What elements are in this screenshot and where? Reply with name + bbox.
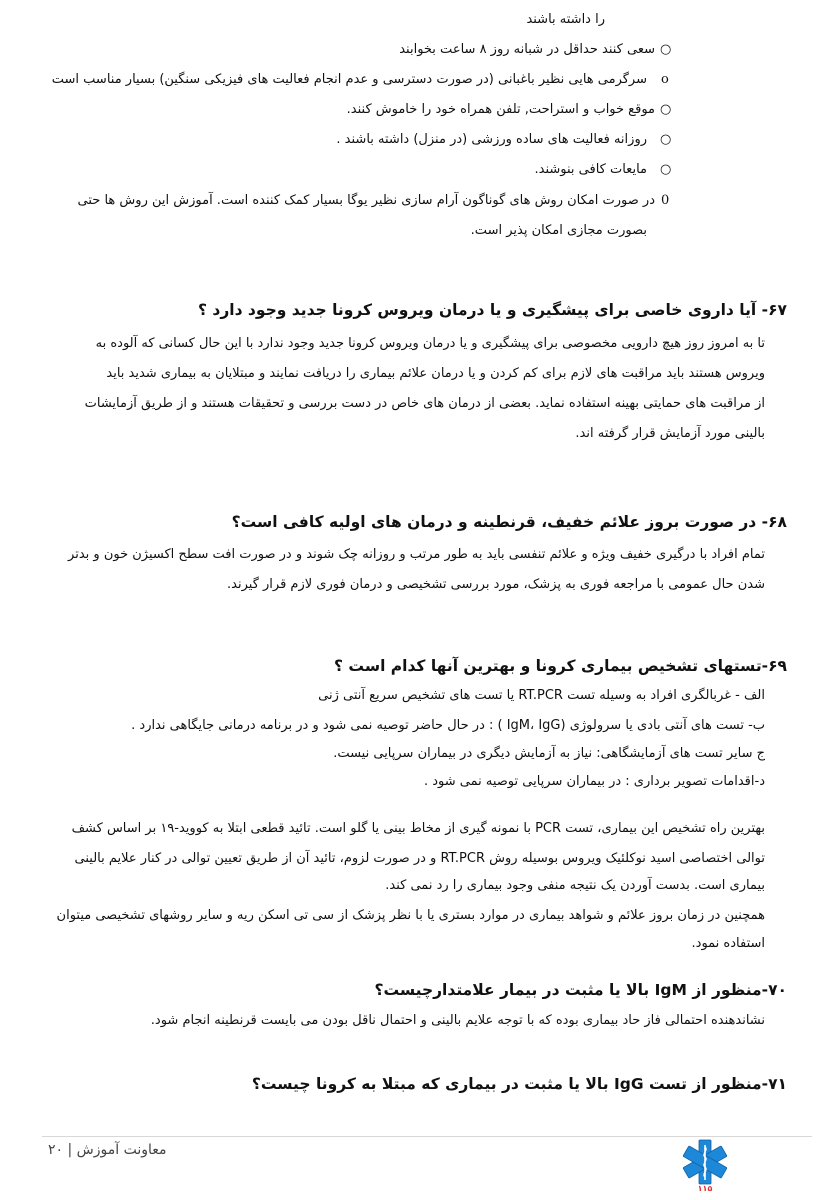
paragraph-line: از مراقبت های حمایتی بهینه استفاده نماید. بعضی از درمان های خاص در دست بررسی و تحقیقات هستند و از طریق آزمایشات bbox=[84, 396, 765, 411]
paragraph-line: بهترین راه تشخیص این بیماری، تست PCR با نمونه گیری از مخاط بینی یا گلو است. تائید قطعی ابتلا به کووید-۱۹ بر اساس کشف bbox=[71, 821, 765, 836]
list-item: روزانه فعالیت های ساده ورزشی (در منزل) داشته باشند . bbox=[336, 132, 647, 147]
list-continuation: را داشته باشند bbox=[526, 12, 605, 27]
star-of-life-logo-icon bbox=[680, 1137, 730, 1187]
paragraph-line: تا به امروز روز هیچ دارویی مخصوصی برای پیشگیری و یا درمان ویروس کرونا جدید وجود ندارد با این حال کسانی که آلوده به bbox=[95, 336, 765, 351]
list-item: د-اقدامات تصویر برداری : در بیماران سرپایی توصیه نمی شود . bbox=[423, 774, 765, 789]
list-item: مایعات کافی بنوشند. bbox=[534, 162, 647, 177]
list-item: سرگرمی هایی نظیر باغبانی (در صورت دسترسی و عدم انجام فعالیت های فیزیکی سنگین) بسیار مناسب است bbox=[51, 72, 647, 87]
paragraph-line: توالی اختصاصی اسید نوکلئیک ویروس بوسیله روش RT.PCR و در صورت لزوم، تائید آن از طریق تعیین توالی در کنار علایم بالینی bbox=[74, 851, 765, 866]
paragraph-line: همچنین در زمان بروز علائم و شواهد بیماری در موارد بستری یا با نظر پزشک از سی تی اسکن ریه و سایر روشهای تشخیصی میتوان bbox=[56, 908, 765, 923]
bullet-icon: ○ bbox=[660, 162, 672, 177]
bullet-icon: ○ bbox=[660, 132, 672, 147]
bullet-icon: o bbox=[661, 72, 669, 87]
list-item: سعی کنند حداقل در شبانه روز ۸ ساعت بخوابند bbox=[399, 42, 655, 57]
list-item: الف - غربالگری افراد به وسیله تست RT.PCR یا تست های تشخیص سریع آنتی ژنی bbox=[318, 688, 765, 703]
bullet-icon: ○ bbox=[660, 42, 672, 57]
footer-page-label: معاونت آموزش | ۲۰ bbox=[48, 1142, 167, 1158]
bullet-icon: 0 bbox=[661, 193, 670, 208]
list-item: ب- تست های آنتی بادی یا سرولوژی (IgM، IgG ) : در حال حاضر توصیه نمی شود و در برنامه درمانی جایگاهی ندارد . bbox=[131, 718, 765, 733]
section-heading: ۷۰-منظور از IgM بالا یا مثبت در بیمار علامتدارچیست؟ bbox=[374, 981, 787, 999]
section-heading: ۶۷- آیا داروی خاصی برای پیشگیری و یا درمان ویروس کرونا جدید وجود دارد ؟ bbox=[198, 301, 787, 319]
paragraph-line: ویروس هستند باید مراقبت های لازم برای کم کردن و یا درمان علائم بیماری را دریافت نمایند و مبتلایان به بیماری شدید باید bbox=[106, 366, 765, 381]
section-heading: ۶۹-تستهای تشخیص بیماری کرونا و بهترین آنها کدام است ؟ bbox=[334, 657, 787, 675]
section-heading: ۶۸- در صورت بروز علائم خفیف، قرنطینه و درمان های اولیه کافی است؟ bbox=[231, 513, 787, 531]
list-item: ج سایر تست های آزمایشگاهی: نیاز به آزمایش دیگری در بیماران سرپایی نیست. bbox=[333, 746, 765, 761]
logo-number: ۱۱۵ bbox=[697, 1184, 713, 1193]
paragraph-line: نشاندهنده احتمالی فاز حاد بیماری بوده که با توجه علایم بالینی و احتمال ناقل بودن می بایست قرنطینه انجام شود. bbox=[150, 1013, 765, 1028]
list-item: موقع خواب و استراحت, تلفن همراه خود را خاموش کنند. bbox=[346, 102, 655, 117]
paragraph-line: استفاده نمود. bbox=[691, 936, 765, 951]
paragraph-line: شدن حال عمومی با مراجعه فوری به پزشک، مورد بررسی تشخیصی و درمان فوری لازم قرار گیرند. bbox=[227, 577, 765, 592]
list-item-continuation: بصورت مجازی امکان پذیر است. bbox=[470, 223, 647, 238]
section-heading: ۷۱-منظور از تست IgG بالا یا مثبت در بیماری که مبتلا به کرونا چیست؟ bbox=[251, 1075, 787, 1093]
paragraph-line: تمام افراد با درگیری خفیف ویژه و علائم تنفسی باید به طور مرتب و روزانه چک شوند و در صورت افت سطح اکسیژن خون و بدتر bbox=[68, 547, 765, 562]
bullet-icon: ○ bbox=[660, 102, 672, 117]
list-item: در صورت امکان روش های گوناگون آرام سازی نظیر یوگا بسیار کمک کننده است. آموزش این روش ها حتی bbox=[77, 193, 655, 208]
paragraph-line: بیماری است. بدست آوردن یک نتیجه منفی وجود بیماری را رد نمی کند. bbox=[385, 878, 765, 893]
paragraph-line: بالینی مورد آزمایش قرار گرفته اند. bbox=[575, 426, 765, 441]
